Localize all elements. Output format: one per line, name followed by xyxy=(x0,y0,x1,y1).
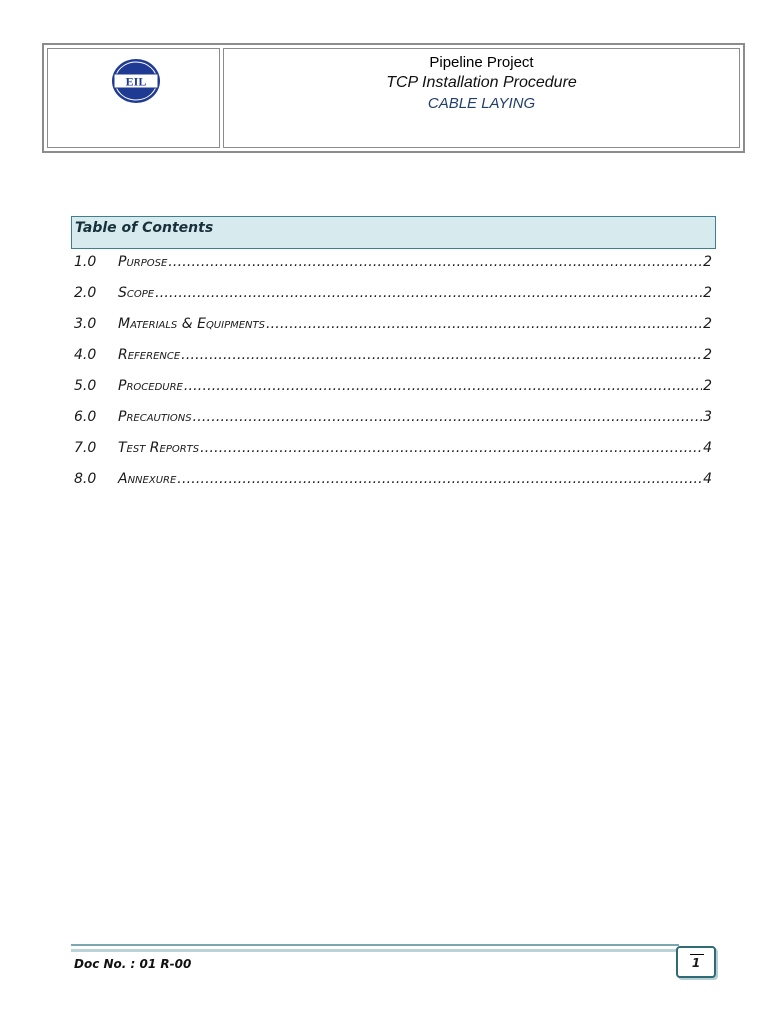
toc-title: Annexure xyxy=(118,471,177,487)
toc-title: Reference xyxy=(118,347,181,363)
toc-number: 7.0 xyxy=(74,440,97,456)
toc-title: Materials & Equipments xyxy=(118,316,265,332)
toc-number: 2.0 xyxy=(74,285,97,301)
eil-logo xyxy=(111,58,161,104)
table-of-contents xyxy=(74,254,712,502)
toc-page-number: 2 xyxy=(703,254,712,270)
toc-leader xyxy=(266,316,702,332)
procedure-title: TCP Installation Procedure xyxy=(386,74,577,91)
toc-title: Scope xyxy=(118,285,155,301)
toc-number: 1.0 xyxy=(74,254,97,270)
toc-title: Procedure xyxy=(118,378,183,394)
toc-entry-annexure[interactable] xyxy=(74,471,712,502)
toc-leader xyxy=(181,347,702,363)
toc-title: Purpose xyxy=(118,254,168,270)
footer-divider-shadow xyxy=(71,949,679,952)
toc-entry-procedure[interactable] xyxy=(74,378,712,409)
toc-number: 4.0 xyxy=(74,347,97,363)
toc-number: 8.0 xyxy=(74,471,97,487)
toc-page-number: 2 xyxy=(703,347,712,363)
toc-heading: Table of Contents xyxy=(75,220,214,236)
toc-leader xyxy=(155,285,702,301)
toc-title: Precautions xyxy=(118,409,192,425)
document-header xyxy=(42,43,745,153)
subject-title: CABLE LAYING xyxy=(427,95,536,112)
toc-entry-precautions[interactable] xyxy=(74,409,712,440)
toc-leader xyxy=(193,409,702,425)
toc-title: Test Reports xyxy=(118,440,200,456)
document-number: Doc No. : 01 R-00 xyxy=(74,957,192,971)
page-number: 1 xyxy=(691,956,701,970)
logo-cell xyxy=(47,48,220,148)
toc-leader xyxy=(200,440,702,456)
toc-leader xyxy=(168,254,702,270)
toc-entry-test-reports[interactable] xyxy=(74,440,712,471)
toc-page-number: 2 xyxy=(703,316,712,332)
toc-number: 3.0 xyxy=(74,316,97,332)
logo-text: EIL xyxy=(125,74,147,89)
toc-leader xyxy=(184,378,702,394)
toc-heading-box xyxy=(71,216,716,249)
toc-number: 5.0 xyxy=(74,378,97,394)
footer-divider xyxy=(71,944,679,946)
toc-page-number: 4 xyxy=(703,471,712,487)
toc-page-number: 2 xyxy=(703,378,712,394)
toc-page-number: 2 xyxy=(703,285,712,301)
page-number-rule xyxy=(690,954,704,955)
toc-leader xyxy=(177,471,702,487)
title-cell xyxy=(223,48,740,148)
page-number-box xyxy=(676,946,716,978)
toc-entry-scope[interactable] xyxy=(74,285,712,316)
project-title: Pipeline Project xyxy=(429,54,534,71)
toc-page-number: 3 xyxy=(703,409,712,425)
toc-number: 6.0 xyxy=(74,409,97,425)
toc-entry-purpose[interactable] xyxy=(74,254,712,285)
toc-page-number: 4 xyxy=(703,440,712,456)
toc-entry-reference[interactable] xyxy=(74,347,712,378)
toc-entry-materials[interactable] xyxy=(74,316,712,347)
